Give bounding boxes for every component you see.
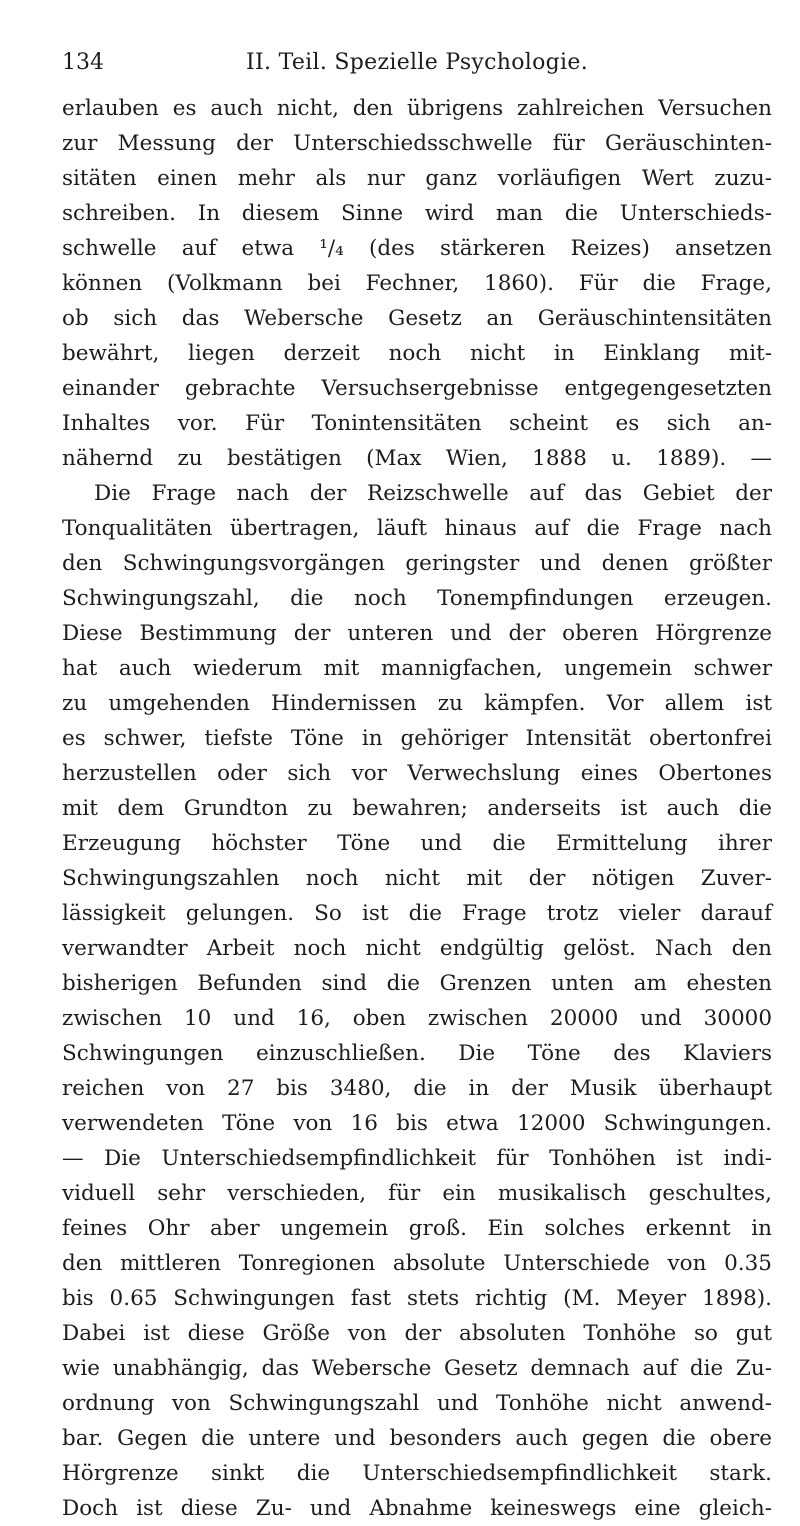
text-line: den Schwingungsvorgängen geringster und denen größter: [62, 551, 772, 576]
page-number: 134: [62, 50, 104, 75]
text-line: Tonqualitäten übertragen, läuft hinaus auf die Frage nach: [62, 516, 772, 541]
page-header: [62, 50, 772, 86]
text-line: ob sich das Webersche Gesetz an Geräuschintensitäten: [62, 306, 772, 331]
text-line: Schwingungen einzuschließen. Die Töne des Klaviers: [62, 1041, 772, 1066]
text-line: sitäten einen mehr als nur ganz vorläufigen Wert zuzu-: [62, 166, 772, 191]
text-line: zu umgehenden Hindernissen zu kämpfen. Vor allem ist: [62, 691, 772, 716]
text-line: hat auch wiederum mit mannigfachen, ungemein schwer: [62, 656, 772, 681]
text-line: Hörgrenze sinkt die Unterschiedsempfindlichkeit stark.: [62, 1461, 772, 1486]
text-line: ordnung von Schwingungszahl und Tonhöhe nicht anwend-: [62, 1391, 772, 1416]
text-line: verwendeten Töne von 16 bis etwa 12000 Schwingungen.: [62, 1111, 772, 1136]
text-line: es schwer, tiefste Töne in gehöriger Intensität obertonfrei: [62, 726, 772, 751]
text-line: bar. Gegen die untere und besonders auch gegen die obere: [62, 1426, 772, 1451]
text-line: zwischen 10 und 16, oben zwischen 20000 und 30000: [62, 1006, 772, 1031]
text-line: viduell sehr verschieden, für ein musikalisch geschultes,: [62, 1181, 772, 1206]
text-line: den mittleren Tonregionen absolute Unterschiede von 0.35: [62, 1251, 772, 1276]
running-head: II. Teil. Spezielle Psychologie.: [246, 50, 588, 75]
text-line: nähernd zu bestätigen (Max Wien, 1888 u. 1889). —: [62, 446, 772, 471]
text-line: reichen von 27 bis 3480, die in der Musik überhaupt: [62, 1076, 772, 1101]
text-line: bewährt, liegen derzeit noch nicht in Einklang mit-: [62, 341, 772, 366]
text-line: schreiben. In diesem Sinne wird man die Unterschieds-: [62, 201, 772, 226]
text-line: lässigkeit gelungen. So ist die Frage trotz vieler darauf: [62, 901, 772, 926]
text-line: bisherigen Befunden sind die Grenzen unten am ehesten: [62, 971, 772, 996]
text-line: mit dem Grundton zu bewahren; anderseits ist auch die: [62, 796, 772, 821]
text-line: verwandter Arbeit noch nicht endgültig gelöst. Nach den: [62, 936, 772, 961]
text-line: Doch ist diese Zu- und Abnahme keineswegs eine gleich-: [62, 1496, 772, 1521]
text-line: erlauben es auch nicht, den übrigens zahlreichen Versuchen: [62, 96, 772, 121]
text-line: zur Messung der Unterschiedsschwelle für Geräuschinten-: [62, 131, 772, 156]
text-line: können (Volkmann bei Fechner, 1860). Für die Frage,: [62, 271, 772, 296]
text-line: wie unabhängig, das Webersche Gesetz demnach auf die Zu-: [62, 1356, 772, 1381]
body-text: [62, 91, 772, 1526]
text-line: — Die Unterschiedsempfindlichkeit für Tonhöhen ist indi-: [62, 1146, 772, 1171]
text-line: Inhaltes vor. Für Tonintensitäten scheint es sich an-: [62, 411, 772, 436]
text-line: Schwingungszahl, die noch Tonempfindungen erzeugen.: [62, 586, 772, 611]
text-line: feines Ohr aber ungemein groß. Ein solches erkennt in: [62, 1216, 772, 1241]
text-line: herzustellen oder sich vor Verwechslung eines Obertones: [62, 761, 772, 786]
text-line: Dabei ist diese Größe von der absoluten Tonhöhe so gut: [62, 1321, 772, 1346]
text-line: Diese Bestimmung der unteren und der oberen Hörgrenze: [62, 621, 772, 646]
text-line: Die Frage nach der Reizschwelle auf das Gebiet der: [94, 481, 772, 506]
text-line: einander gebrachte Versuchsergebnisse entgegengesetzten: [62, 376, 772, 401]
text-line: schwelle auf etwa ¹/₄ (des stärkeren Reizes) ansetzen: [62, 236, 772, 261]
text-line: Schwingungszahlen noch nicht mit der nötigen Zuver-: [62, 866, 772, 891]
text-line: Erzeugung höchster Töne und die Ermittelung ihrer: [62, 831, 772, 856]
text-line: bis 0.65 Schwingungen fast stets richtig (M. Meyer 1898).: [62, 1286, 772, 1311]
